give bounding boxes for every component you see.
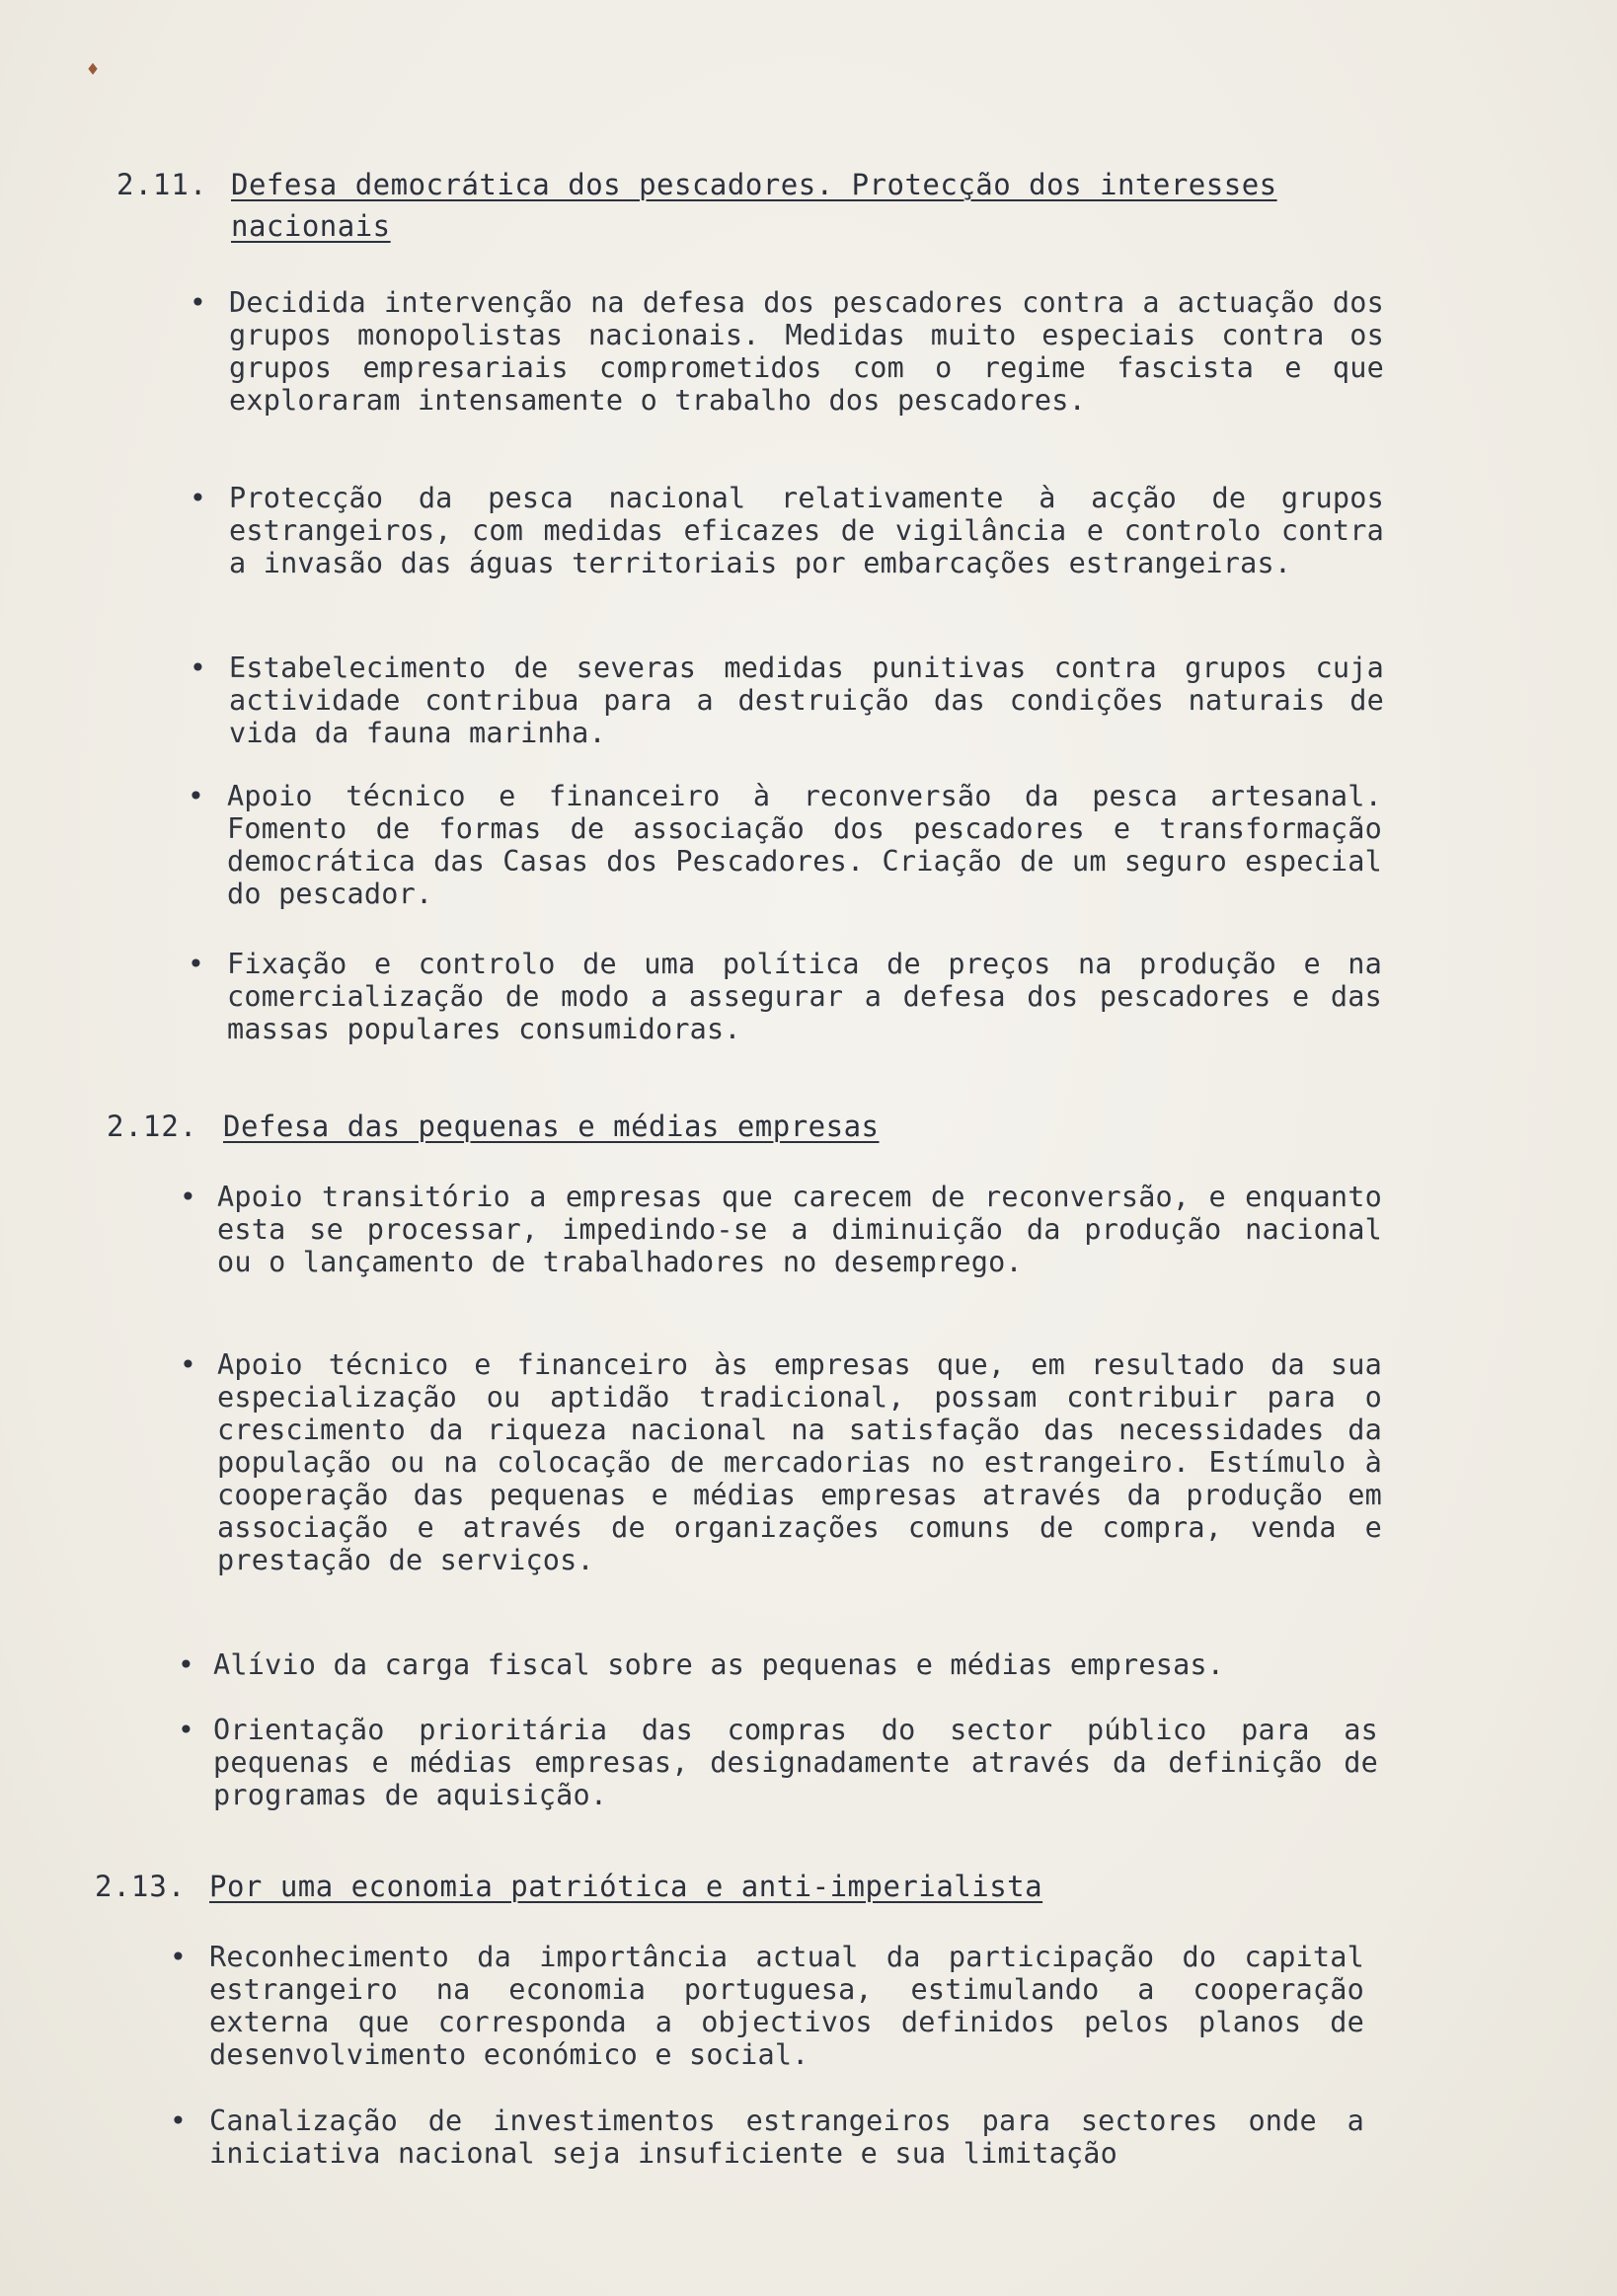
section-title: Defesa das pequenas e médias empresas <box>223 1110 880 1143</box>
section-title: Defesa democrática dos pescadores. Protecção dos interesses nacionais <box>231 168 1277 243</box>
bullet-icon: • <box>180 1181 196 1213</box>
list-item-text: Apoio transitório a empresas que carecem de reconversão, e enquanto esta se processar, impedindo-se a diminuição da produção nacional ou o lançamento de trabalhadores no desemprego. <box>217 1181 1382 1278</box>
bullet-icon: • <box>188 780 204 812</box>
ink-mark: ♦ <box>87 57 100 81</box>
bullet-icon: • <box>190 482 206 514</box>
list-item-text: Orientação prioritária das compras do sector público para as pequenas e médias empresas, designadamente através da definição de programas de aquisição. <box>213 1714 1378 1811</box>
bullet-icon: • <box>178 1714 194 1746</box>
list-item-text: Fixação e controlo de uma política de preços na produção e na comercialização de modo a assegurar a defesa dos pescadores e das massas populares consumidoras. <box>227 948 1382 1045</box>
bullet-icon: • <box>178 1648 194 1681</box>
bullet-icon: • <box>180 1348 196 1381</box>
bullet-icon: • <box>170 1941 187 1973</box>
bullet-icon: • <box>190 651 206 684</box>
bullet-icon: • <box>170 2105 187 2137</box>
list-item-text: Protecção da pesca nacional relativamente à acção de grupos estrangeiros, com medidas eficazes de vigilância e controlo contra a invasão das águas territoriais por embarcações estrangeiras. <box>229 482 1384 579</box>
section-title: Por uma economia patriótica e anti-imperialista <box>209 1870 1043 1903</box>
section-number: 2.13. <box>95 1870 187 1903</box>
list-item-text: Apoio técnico e financeiro às empresas que, em resultado da sua especialização ou aptidão tradicional, possam contribuir para o crescimento da riqueza nacional na satisfação das necessidades da população ou na colocação de mercadorias no estrangeiro. Estímulo à cooperação das pequenas e médias empresas através da produção em associação e através de organizações comuns de compra, venda e prestação de serviços. <box>217 1348 1382 1576</box>
section-number: 2.12. <box>107 1110 198 1143</box>
list-item-text: Reconhecimento da importância actual da participação do capital estrangeiro na economia portuguesa, estimulando a cooperação externa que corresponda a objectivos definidos pelos planos de desenvolvimento económico e social. <box>209 1941 1364 2071</box>
list-item-text: Alívio da carga fiscal sobre as pequenas e médias empresas. <box>213 1648 1225 1681</box>
list-item-text: Estabelecimento de severas medidas punitivas contra grupos cuja actividade contribua para a destruição das condições naturais de vida da fauna marinha. <box>229 651 1384 749</box>
list-item-text: Decidida intervenção na defesa dos pescadores contra a actuação dos grupos monopolistas nacionais. Medidas muito especiais contra os grupos empresariais comprometidos com o regime fascista e que exploraram intensamente o trabalho dos pescadores. <box>229 286 1384 417</box>
list-item-text: Apoio técnico e financeiro à reconversão da pesca artesanal. Fomento de formas de associação dos pescadores e transformação democrática das Casas dos Pescadores. Criação de um seguro especial do pescador. <box>227 780 1382 910</box>
section-number: 2.11. <box>116 168 208 201</box>
bullet-icon: • <box>190 286 206 319</box>
list-item-text: Canalização de investimentos estrangeiros para sectores onde a iniciativa nacional seja insuficiente e sua limitação <box>209 2105 1364 2170</box>
bullet-icon: • <box>188 948 204 980</box>
